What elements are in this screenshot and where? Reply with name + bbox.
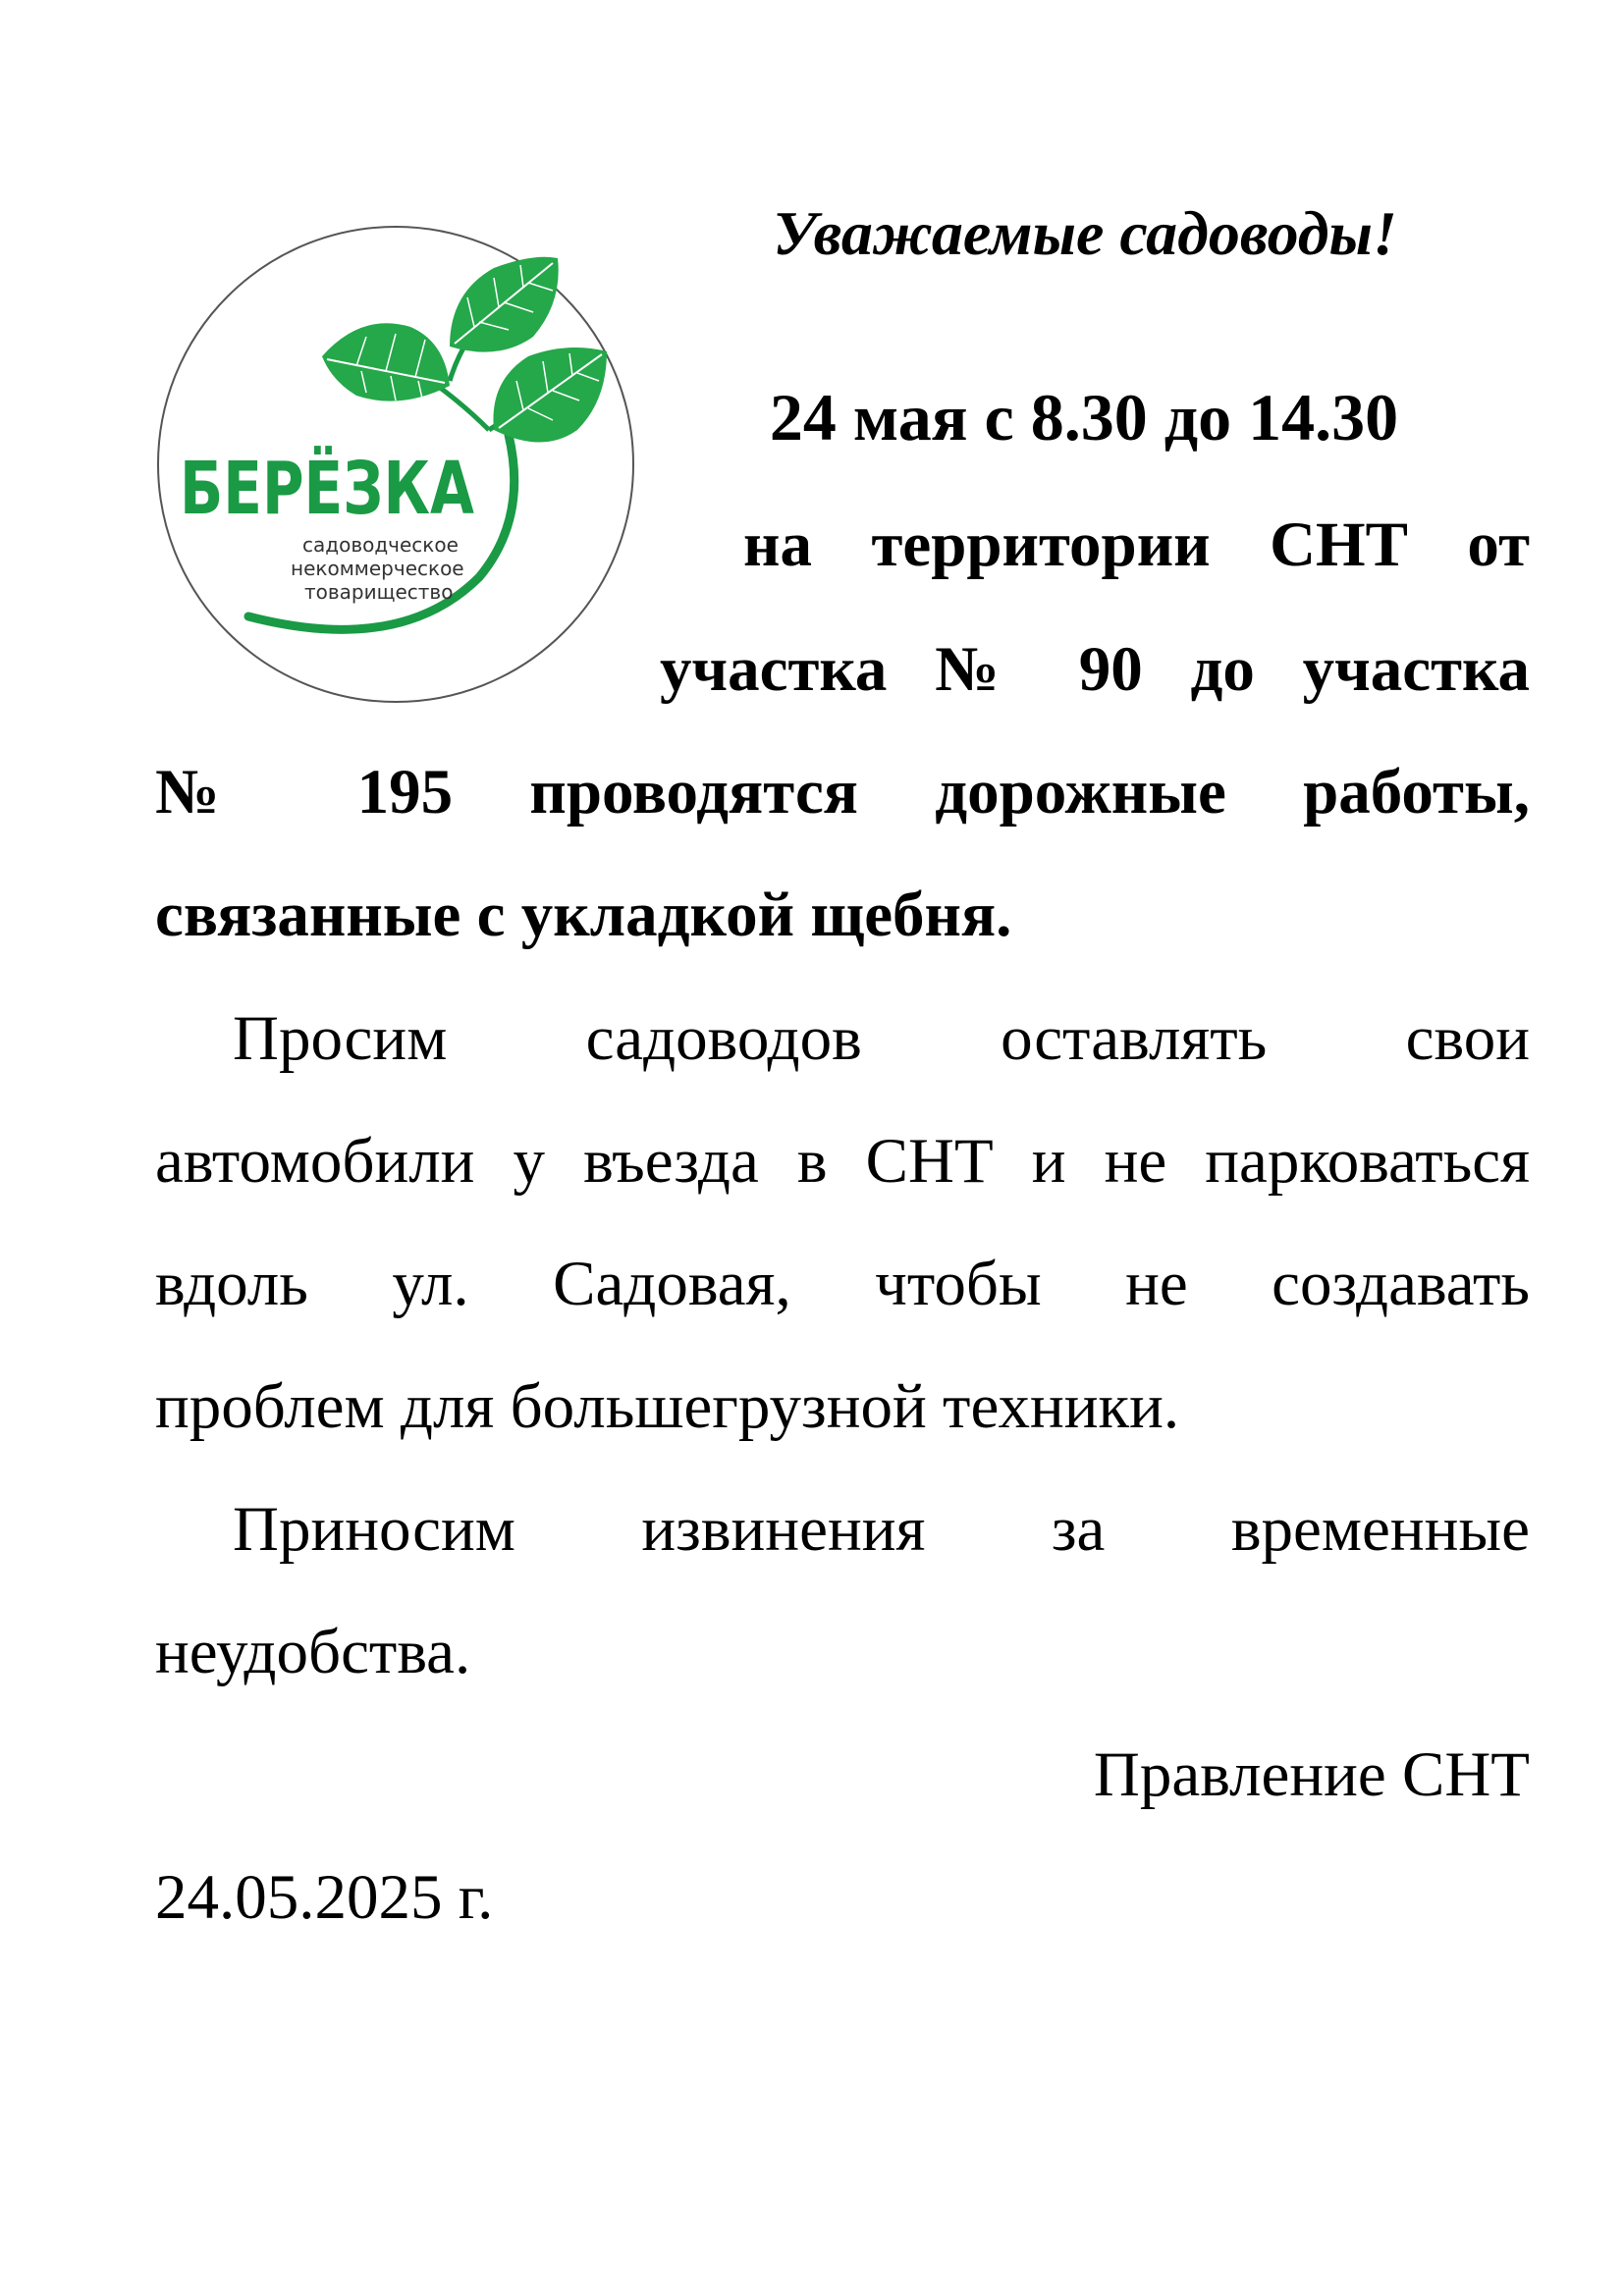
notice-line: участка № 90 до участка — [660, 634, 1530, 705]
greeting-heading: Уважаемые садоводы! — [773, 198, 1397, 268]
logo-subtitle-3: товарищество — [304, 580, 454, 604]
signature: Правление СНТ — [1093, 1739, 1530, 1810]
request-line: вдоль ул. Садовая, чтобы не создавать — [155, 1249, 1530, 1319]
notice-line: на территории СНТ от — [743, 509, 1530, 580]
request-line: Просим садоводов оставлять свои — [233, 1003, 1530, 1074]
apology-line: неудобства. — [155, 1617, 471, 1687]
request-line: проблем для большегрузной техники. — [155, 1371, 1180, 1442]
apology-line: Приносим извинения за временные — [233, 1494, 1530, 1565]
notice-date: 24.05.2025 г. — [155, 1862, 494, 1933]
work-date-time: 24 мая с 8.30 до 14.30 — [769, 380, 1399, 454]
logo-subtitle-1: садоводческое — [302, 533, 459, 557]
snt-logo — [155, 224, 636, 705]
logo-name: БЕРЁЗКА — [180, 447, 556, 531]
notice-line: связанные с укладкой щебня. — [155, 880, 1012, 950]
logo-subtitle-2: некоммерческое — [291, 557, 464, 580]
notice-line: № 195 проводятся дорожные работы, — [155, 757, 1530, 828]
request-line: автомобили у въезда в СНТ и не парковаться — [155, 1126, 1530, 1197]
